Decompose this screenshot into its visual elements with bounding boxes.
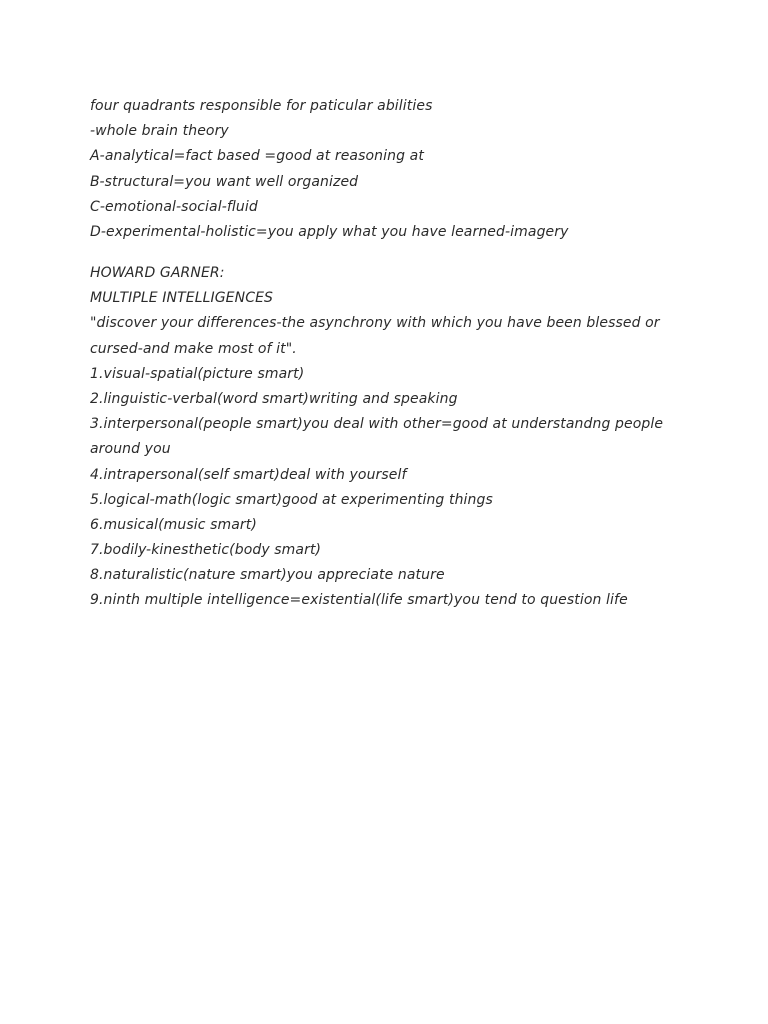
list-item: around you — [90, 441, 171, 458]
list-item: 7.bodily-kinesthetic(body smart) — [90, 542, 322, 559]
text-line: D-experimental-holistic=you apply what you have learned-imagery — [90, 223, 569, 240]
section-heading: HOWARD GARNER: — [90, 265, 225, 281]
whole-brain-notes — [90, 94, 690, 245]
list-item: 9.ninth multiple intelligence=existential(life smart)you tend to question life — [90, 592, 628, 609]
multiple-intelligences-notes — [90, 261, 690, 614]
text-line: -whole brain theory — [90, 123, 229, 140]
list-item: 6.musical(music smart) — [90, 516, 257, 533]
text-line: B-structural=you want well organized — [90, 173, 359, 190]
text-line: A-analytical=fact based =good at reasoning at — [90, 148, 424, 165]
list-item: 3.interpersonal(people smart)you deal with other=good at understandng people — [90, 416, 664, 433]
list-item: 2.linguistic-verbal(word smart)writing and speaking — [90, 390, 458, 407]
quote-line: cursed-and make most of it". — [90, 340, 297, 357]
section-subheading: MULTIPLE INTELLIGENCES — [90, 290, 273, 307]
quote-line: "discover your differences-the asynchrony with which you have been blessed or — [90, 315, 660, 332]
text-line: C-emotional-social-fluid — [90, 198, 258, 215]
text-line: four quadrants responsible for paticular abilities — [90, 98, 433, 114]
list-item: 4.intrapersonal(self smart)deal with yourself — [90, 466, 407, 483]
list-item: 1.visual-spatial(picture smart) — [90, 365, 305, 382]
list-item: 5.logical-math(logic smart)good at experimenting things — [90, 491, 493, 508]
list-item: 8.naturalistic(nature smart)you appreciate nature — [90, 567, 445, 584]
